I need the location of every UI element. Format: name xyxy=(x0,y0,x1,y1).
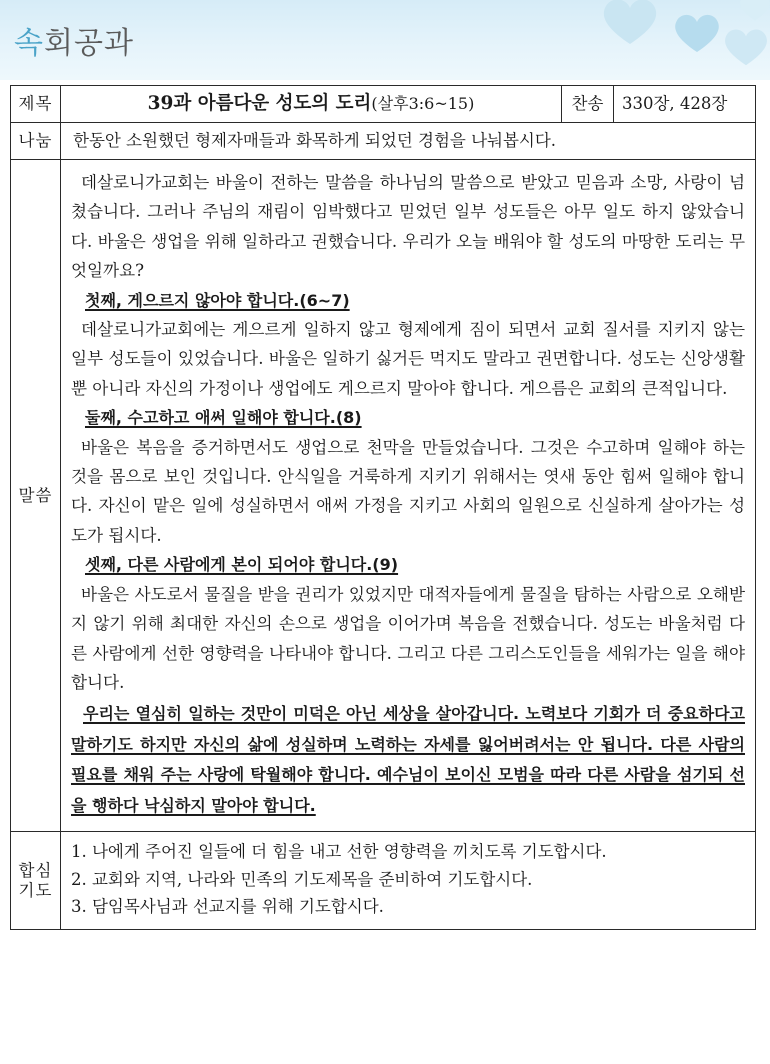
header-title-first: 속 xyxy=(14,26,44,61)
prayer-row xyxy=(11,832,756,930)
prayer-item-2: 2. 교회와 지역, 나라와 민족의 기도제목을 준비하여 기도합시다. xyxy=(71,869,533,889)
share-label: 나눔 xyxy=(11,123,61,160)
share-text: 한동안 소원했던 형제자매들과 화목하게 되었던 경험을 나눠봅시다. xyxy=(61,123,756,160)
word-label: 말씀 xyxy=(11,160,61,832)
hymn-label: 찬송 xyxy=(562,86,614,123)
lesson-title-reference: (살후3:6~15) xyxy=(371,93,475,113)
intro-paragraph: 데살로니가교회는 바울이 전하는 말씀을 하나님의 말씀으로 받았고 믿음과 소망, 사랑이 넘쳤습니다. 그러나 주님의 재림이 임박했다고 믿었던 일부 성도들은 아무 일도 하지 않았습니다. 바울은 생업을 위해 일하라고 권했습니다. 우리가 오늘 배워야 할 성도의 마땅한 도리는 무엇일까요? xyxy=(71,173,745,281)
lesson-title-main: 39과 아름다운 성도의 도리 xyxy=(147,92,372,114)
lesson-title xyxy=(61,86,562,123)
lesson-sheet xyxy=(10,85,756,930)
title-row xyxy=(11,86,756,123)
word-body xyxy=(61,160,756,832)
hymn-value: 330장, 428장 xyxy=(614,86,756,123)
prayer-list xyxy=(61,832,756,930)
word-row xyxy=(11,160,756,832)
conclusion-paragraph: 우리는 열심히 일하는 것만이 미덕은 아닌 세상을 살아갑니다. 노력보다 기회가 더 중요하다고 말하기도 하지만 자신의 삶에 성실하며 노력하는 자세를 잃어버려서는 안 됩니다. 다른 사람의 필요를 채워 주는 사랑에 탁월해야 합니다. 예수님이 보이신 모범을 따라 다른 사람을 섬기되 선을 행하다 낙심하지 말아야 합니다. xyxy=(71,704,745,815)
prayer-label-line-1: 합심 xyxy=(18,860,53,880)
point-heading-1: 첫째, 게으르지 않아야 합니다.(6~7) xyxy=(85,290,350,310)
point-heading-2: 둘째, 수고하고 애써 일해야 합니다.(8) xyxy=(85,408,362,428)
point-body-3: 바울은 사도로서 물질을 받을 권리가 있었지만 대적자들에게 물질을 탐하는 사람으로 오해받지 않기 위해 최대한 자신의 손으로 생업을 이어가며 복음을 전했습니다. 성도는 바울처럼 다른 사람에게 선한 영향력을 나타내야 합니다. 그리고 다른 그리스도인들을 세워가는 일을 해야 합니다. xyxy=(71,584,745,692)
prayer-item-1: 1. 나에게 주어진 일들에 더 힘을 내고 선한 영향력을 끼치도록 기도합시다. xyxy=(71,842,607,862)
heart-icon xyxy=(672,10,722,54)
heart-icon xyxy=(738,0,770,22)
prayer-label xyxy=(11,832,61,930)
point-body-2: 바울은 복음을 증거하면서도 생업으로 천막을 만들었습니다. 그것은 수고하며 일해야 하는 것을 몸으로 보인 것입니다. 안식일을 거룩하게 지키기 위해서는 엿새 동안 힘써 일해야 합니다. 자신이 맡은 일에 성실하면서 애써 가정을 지키고 사회의 일원으로 신실하게 살아가는 성도가 됩시다. xyxy=(71,437,745,545)
share-row xyxy=(11,123,756,160)
point-body-1: 데살로니가교회에는 게으르게 일하지 않고 형제에게 짐이 되면서 교회 질서를 지키지 않는 일부 성도들이 있었습니다. 바울은 일하기 싫거든 먹지도 말라고 권면합니다. 성도는 신앙생활 뿐 아니라 자신의 가정이나 생업에도 게으르지 말아야 합니다. 게으름은 교회의 큰적입니다. xyxy=(71,320,745,398)
heart-icon xyxy=(722,24,770,68)
prayer-label-line-2: 기도 xyxy=(18,880,53,900)
point-heading-3: 셋째, 다른 사람에게 본이 되어야 합니다.(9) xyxy=(85,555,399,575)
header-band xyxy=(0,0,770,80)
page-header-title xyxy=(14,18,134,62)
title-label: 제목 xyxy=(11,86,61,123)
header-title-rest: 회공과 xyxy=(43,26,134,61)
prayer-item-3: 3. 담임목사님과 선교지를 위해 기도합시다. xyxy=(71,897,384,917)
heart-icon xyxy=(600,0,660,46)
